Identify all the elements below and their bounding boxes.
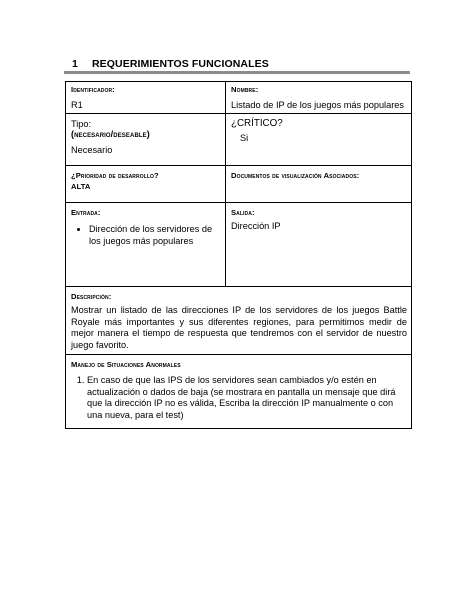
cell-documentos bbox=[226, 166, 412, 203]
tipo-options: (necesario/deseable) bbox=[71, 129, 150, 139]
cell-nombre bbox=[226, 82, 412, 114]
row-descripcion bbox=[66, 287, 412, 355]
row-entrada-salida bbox=[66, 203, 412, 287]
nombre-value: Listado de IP de los juegos más populares bbox=[231, 100, 404, 110]
nombre-label: Nombre: bbox=[231, 85, 259, 94]
row-anormales bbox=[66, 355, 412, 429]
descripcion-text: Mostrar un listado de las direcciones IP de los servidores de los juegos Battle Royale más importantes y sus diferentes regiones, para permitimos medir de mejor manera el tiempo de respuesta que tendremos con el servidor de nuestro juego favorito. bbox=[71, 305, 407, 350]
anormales-item: 1. En caso de que las IPS de los servidores sean cambiados y/o estén en actualización o dados de baja (se mostrara en pantalla un mensaje que dirá que la dirección IP no es válida, Escriba la dirección IP manualmente o con una nueva, para el test) bbox=[87, 375, 407, 421]
tipo-value: Necesario bbox=[71, 145, 113, 155]
section-number: 1 bbox=[72, 58, 78, 70]
descripcion-label: Descripción: bbox=[71, 292, 112, 301]
row-id-name bbox=[66, 82, 412, 114]
entrada-label: Entrada: bbox=[71, 208, 101, 217]
cell-salida bbox=[226, 203, 412, 287]
cell-identificador bbox=[66, 82, 226, 114]
prioridad-label: ¿Prioridad de desarrollo? bbox=[71, 171, 159, 180]
identificador-label: Identificador: bbox=[71, 85, 115, 94]
anormales-label: Manejo de Situaciones Anormales bbox=[71, 360, 181, 369]
requirement-table bbox=[65, 81, 412, 429]
section-title: REQUERIMIENTOS FUNCIONALES bbox=[92, 58, 269, 70]
tipo-label: Tipo: bbox=[71, 119, 92, 129]
cell-prioridad bbox=[66, 166, 226, 203]
heading-rule bbox=[64, 71, 410, 74]
documentos-label: Documentos de visualización Asociados: bbox=[231, 171, 360, 180]
cell-critico bbox=[226, 114, 412, 166]
identificador-value: R1 bbox=[71, 100, 83, 110]
section-heading bbox=[72, 58, 269, 70]
row-prioridad-documentos bbox=[66, 166, 412, 203]
entrada-item: • Dirección de los servidores de los juegos más populares bbox=[89, 223, 221, 247]
cell-descripcion bbox=[66, 287, 412, 355]
salida-label: Salida: bbox=[231, 208, 255, 217]
critico-label: ¿CRÍTICO? bbox=[231, 118, 283, 129]
entrada-list bbox=[71, 223, 221, 247]
critico-value: Si bbox=[240, 133, 249, 143]
anormales-list bbox=[71, 375, 407, 421]
cell-anormales bbox=[66, 355, 412, 429]
row-tipo-critico bbox=[66, 114, 412, 166]
cell-entrada bbox=[66, 203, 226, 287]
prioridad-value: ALTA bbox=[71, 182, 91, 191]
salida-value: Dirección IP bbox=[231, 221, 281, 231]
cell-tipo bbox=[66, 114, 226, 166]
